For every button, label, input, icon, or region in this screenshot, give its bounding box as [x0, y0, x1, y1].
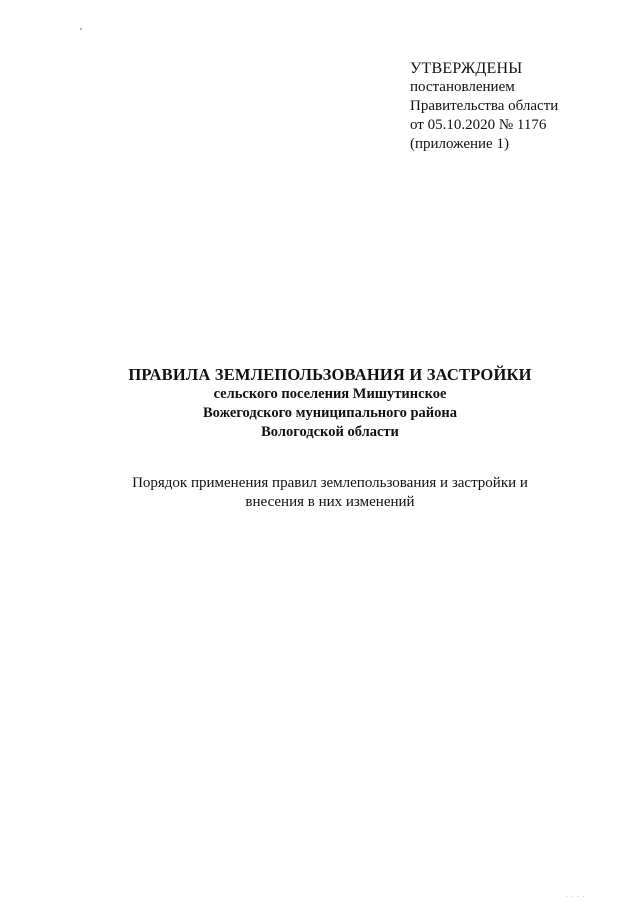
approval-line-government: Правительства области [410, 98, 559, 114]
approval-heading: УТВЕРЖДЕНЫ [410, 60, 523, 77]
document-title-block [0, 364, 640, 442]
approval-line-resolution: постановлением [410, 79, 515, 95]
subtitle-line-1: Порядок применения правил землепользования и застройки и [132, 475, 528, 491]
title-district: Вожегодского муниципального района [203, 405, 457, 421]
title-region: Вологодской области [261, 424, 399, 440]
scan-artifact-mark: . . . . [566, 891, 586, 899]
title-settlement: сельского поселения Мишутинское [213, 386, 447, 402]
approval-line-date-number: от 05.10.2020 № 1176 [410, 117, 547, 133]
scan-speck [80, 28, 82, 30]
approval-line-appendix: (приложение 1) [410, 136, 509, 152]
document-title: ПРАВИЛА ЗЕМЛЕПОЛЬЗОВАНИЯ И ЗАСТРОЙКИ [128, 365, 532, 384]
subtitle-line-2: внесения в них изменений [245, 494, 415, 510]
approval-stamp-block [410, 59, 558, 154]
document-subtitle-block [0, 474, 640, 512]
